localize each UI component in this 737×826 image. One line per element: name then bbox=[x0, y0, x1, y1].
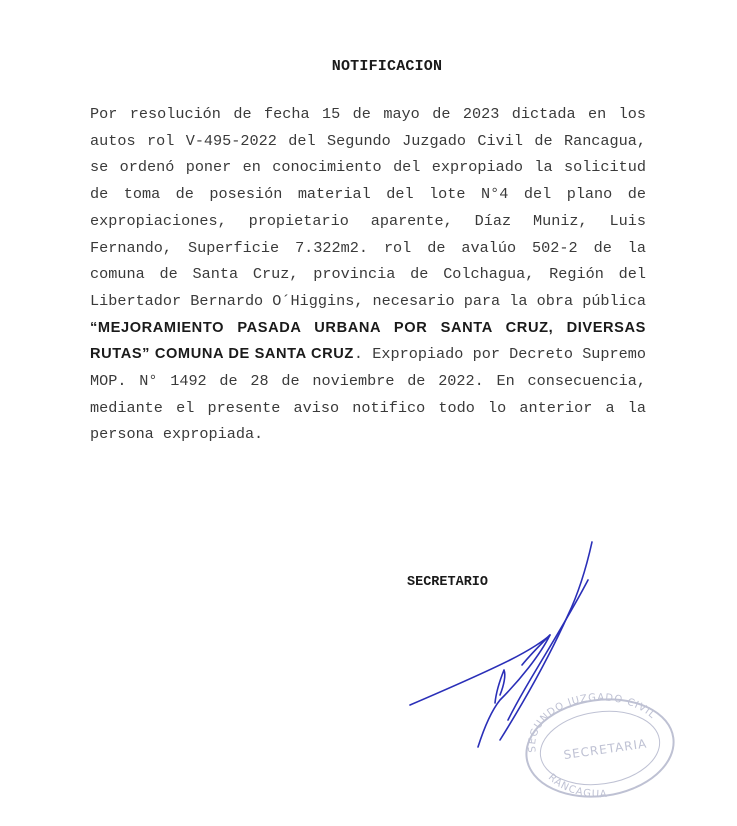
signer-role: SECRETARIO bbox=[407, 575, 489, 590]
seal-text-top: SEGUNDO JUZGADO CIVIL bbox=[527, 692, 659, 753]
seal-text-center: SECRETARIA bbox=[562, 736, 648, 763]
body-text-part1: Por resolución de fecha 15 de mayo de 2023 dictada en los autos rol V-495-2022 del Segundo Juzgado Civil de Rancagua, se ordenó poner en conocimiento del expropiado la solicitud de toma de posesión material del lote N°4 del plano de expropiaciones, propietario aparente, Díaz Muniz, Luis Fernando, Superficie 7.322m2. rol de avalúo 502-2 de la comuna de Santa Cruz, provincia de Colchagua, Región del Libertador Bernardo O´Higgins, necesario para la obra pública bbox=[90, 105, 646, 310]
document-title: NOTIFICACION bbox=[331, 58, 443, 75]
court-seal-stamp bbox=[518, 690, 678, 805]
project-name: “MEJORAMIENTO PASADA URBANA POR SANTA CRUZ, DIVERSAS RUTAS” COMUNA DE SANTA CRUZ bbox=[90, 319, 646, 363]
svg-text:RANCAGUA bbox=[546, 772, 608, 800]
seal-text-bottom: RANCAGUA bbox=[545, 772, 608, 801]
body-text-part2: . Expropiado por Decreto Supremo MOP. N° 1492 de 28 de noviembre de 2022. En consecuencia, mediante el presente aviso notifico todo lo anterior a la persona expropiada. bbox=[90, 345, 646, 444]
notification-body bbox=[90, 101, 646, 448]
